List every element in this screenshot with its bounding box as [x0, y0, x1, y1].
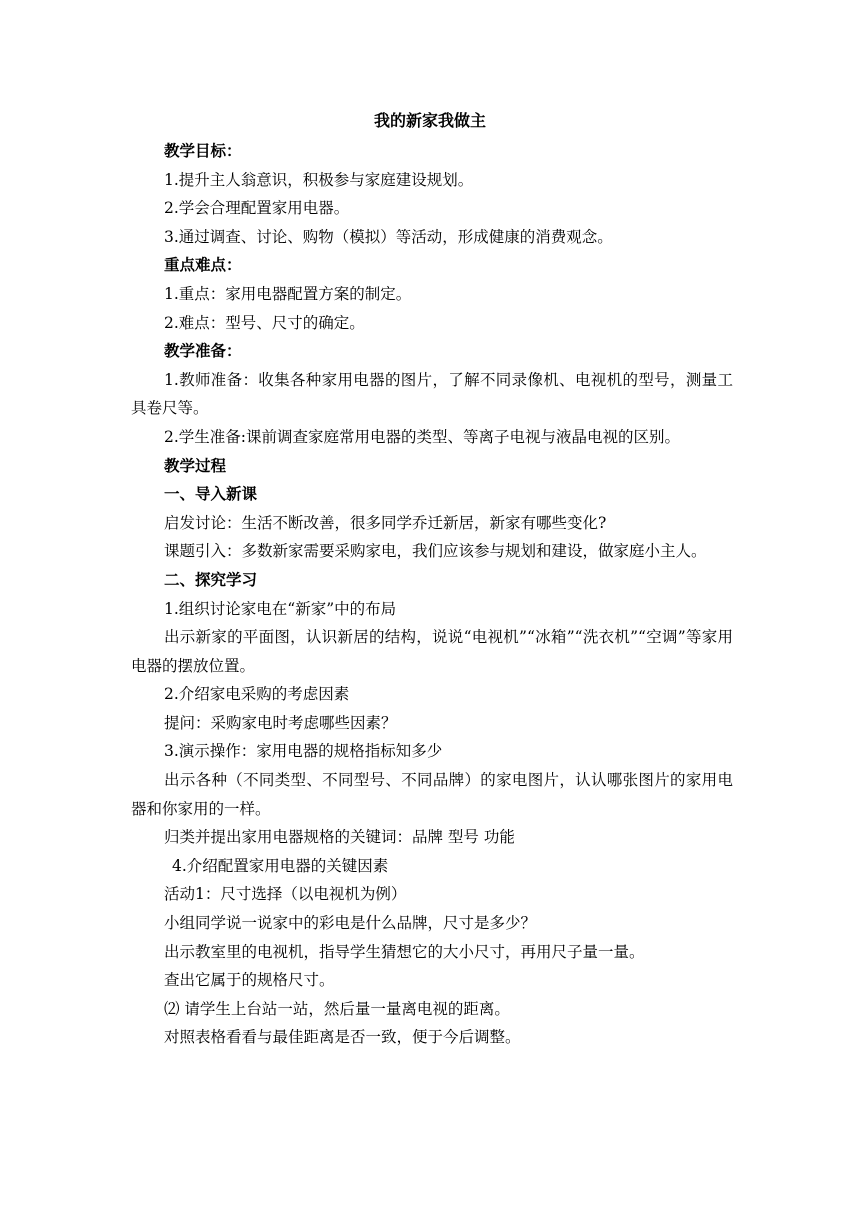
paragraph: 1.重点：家用电器配置方案的制定。: [164, 284, 412, 303]
paragraph: ⑵ 请学生上台站一站，然后量一量离电视的距离。: [164, 999, 510, 1018]
section-heading: 二、探究学习: [164, 569, 258, 589]
paragraph: 2.学生准备:课前调查家庭常用电器的类型、等离子电视与液晶电视的区别。: [164, 427, 681, 446]
section-heading: 重点难点：: [164, 255, 242, 275]
paragraph: 小组同学说一说家中的彩电是什么品牌，尺寸是多少？: [164, 914, 537, 933]
paragraph: 出示新家的平面图，认识新居的结构，说说“电视机”“冰箱”“洗衣机”“空调”等家用电器的摆放位置。: [131, 628, 733, 675]
document-body: [131, 137, 733, 1052]
section-heading: 教学准备：: [164, 341, 242, 361]
paragraph: 3.通过调查、讨论、购物（模拟）等活动，形成健康的消费观念。: [164, 227, 613, 246]
paragraph: 2.难点：型号、尺寸的确定。: [164, 313, 365, 332]
paragraph: 提问：采购家电时考虑哪些因素？: [164, 713, 397, 732]
paragraph: 对照表格看看与最佳距离是否一致，便于今后调整。: [164, 1028, 521, 1047]
paragraph: 启发讨论：生活不断改善，很多同学乔迁新居，新家有哪些变化?: [164, 513, 607, 532]
paragraph: 归类并提出家用电器规格的关键词：品牌 型号 功能: [164, 828, 515, 847]
paragraph: 出示各种（不同类型、不同型号、不同品牌）的家电图片，认认哪张图片的家用电器和你家用的一样。: [131, 771, 733, 818]
paragraph: 2.学会合理配置家用电器。: [164, 199, 350, 218]
paragraph: 活动1：尺寸选择（以电视机为例）: [164, 885, 407, 904]
paragraph: 1.教师准备：收集各种家用电器的图片，了解不同录像机、电视机的型号，测量工具卷尺等。: [131, 370, 733, 418]
paragraph: 2.介绍家电采购的考虑因素: [164, 685, 350, 704]
paragraph: 4.介绍配置家用电器的关键因素: [172, 856, 389, 875]
paragraph: 出示教室里的电视机，指导学生猜想它的大小尺寸，再用尺子量一量。: [164, 942, 645, 961]
paragraph: 1.组织讨论家电在“新家”中的布局: [164, 599, 397, 618]
section-heading: 教学目标：: [164, 141, 242, 160]
paragraph: 查出它属于的规格尺寸。: [164, 971, 335, 990]
section-heading: 一、导入新课: [164, 484, 258, 504]
paragraph: 课题引入：多数新家需要采购家电，我们应该参与规划和建设，做家庭小主人。: [164, 542, 707, 561]
section-heading: 教学过程: [164, 455, 227, 475]
paragraph: 1.提升主人翁意识，积极参与家庭建设规划。: [164, 170, 474, 189]
document-title: 我的新家我做主: [373, 111, 486, 130]
paragraph: 3.演示操作：家用电器的规格指标知多少: [164, 742, 443, 761]
